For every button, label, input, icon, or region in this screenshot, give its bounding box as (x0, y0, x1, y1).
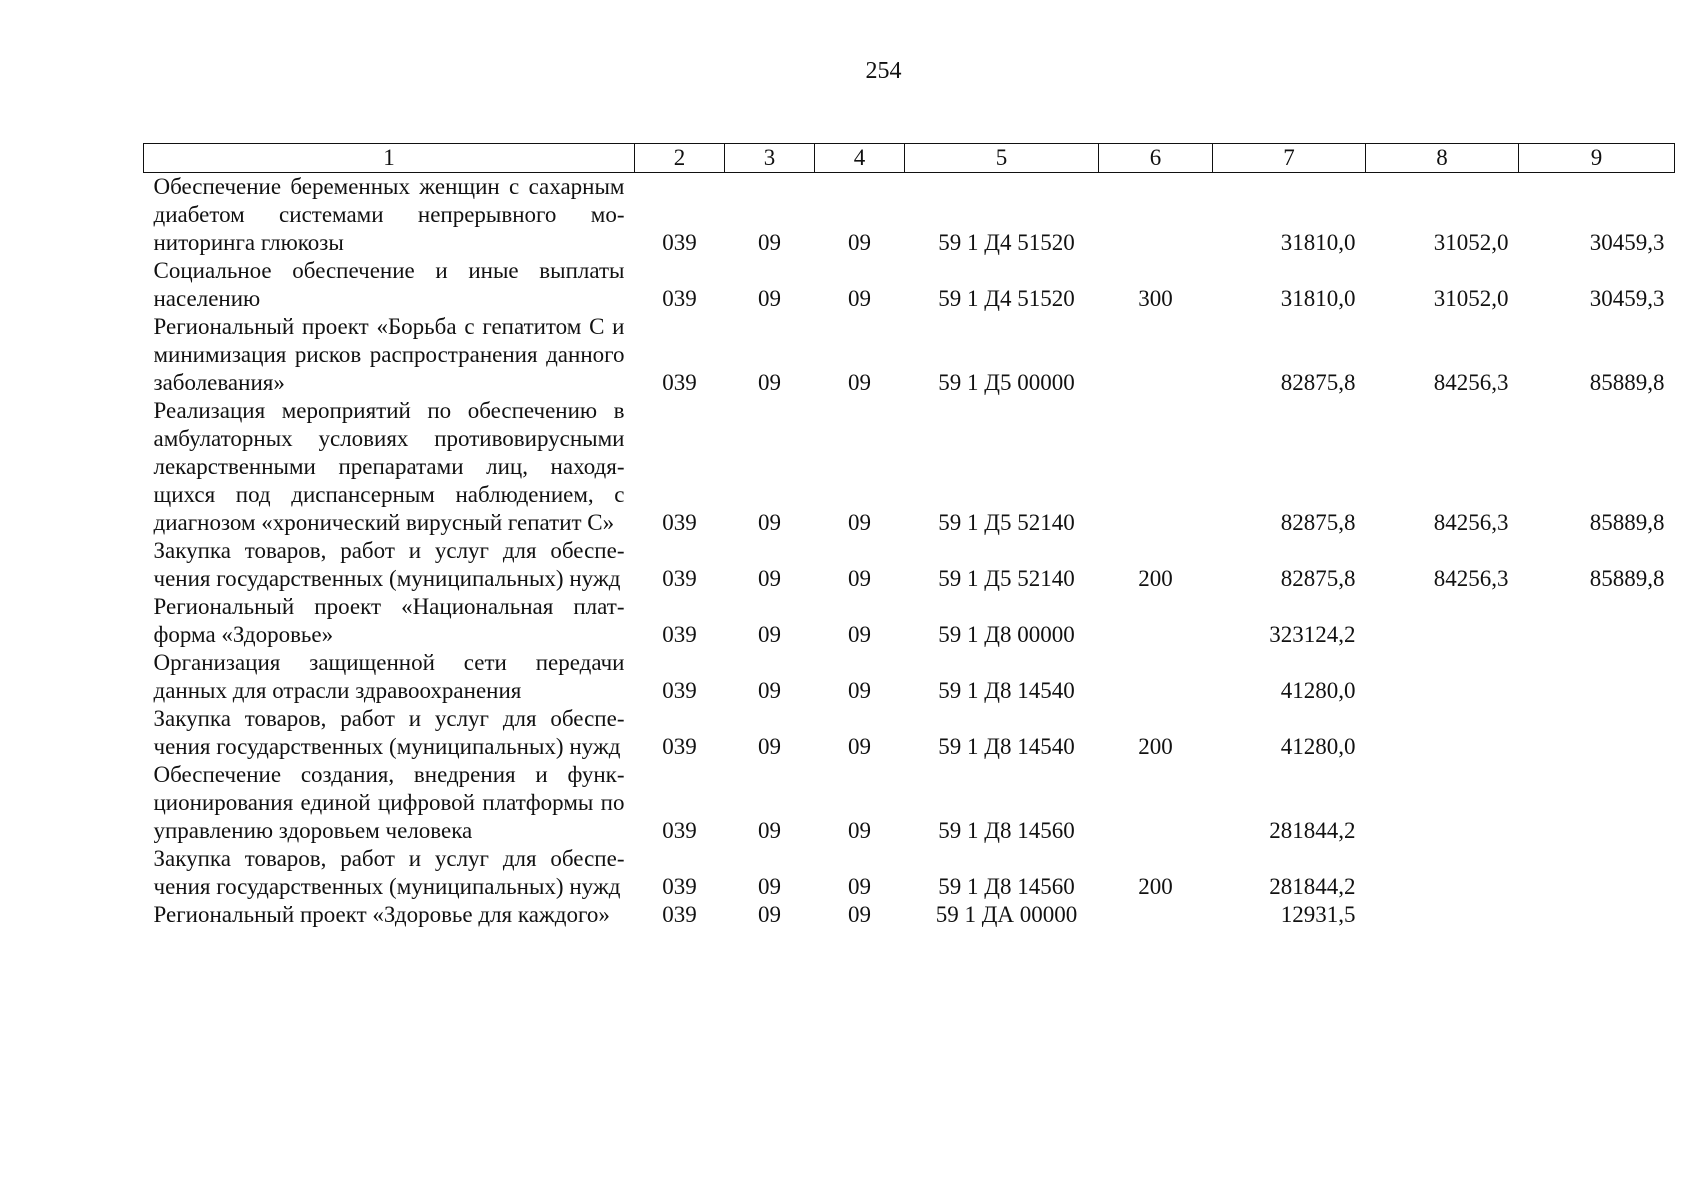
budget-table-container (143, 143, 1674, 929)
row-description: Закупка товаров, работ и услуг для обеспечения государственных (муниципальных) нужд (153, 846, 625, 899)
target-article-code: 59 1 Д8 14560 (938, 818, 1075, 843)
column-header-4: 4 (815, 144, 905, 173)
subsection-code: 09 (848, 874, 871, 899)
section-code: 09 (758, 902, 781, 927)
amount-col-8: 84256,3 (1433, 566, 1509, 591)
section-code: 09 (758, 622, 781, 647)
table-row (144, 593, 1675, 649)
ministry-code: 039 (662, 734, 697, 759)
amount-col-8 (1366, 593, 1519, 649)
subsection-code: 09 (848, 510, 871, 535)
amount-col-9 (1519, 845, 1675, 901)
target-article-code: 59 1 Д8 00000 (938, 622, 1075, 647)
amount-col-8: 31052,0 (1433, 230, 1509, 255)
amount-col-9 (1519, 901, 1675, 929)
row-description: Региональный проект «Борьба с гепатитом С и минимизация рисков распространения данного заболевания» (153, 314, 625, 395)
row-description: Региональный проект «Здоровье для каждого» (153, 902, 610, 927)
row-description: Социальное обеспечение и иные выплаты населению (153, 258, 625, 311)
amount-col-9: 85889,8 (1589, 510, 1665, 535)
table-body (144, 173, 1675, 930)
subsection-code: 09 (848, 902, 871, 927)
ministry-code: 039 (662, 566, 697, 591)
table-row (144, 397, 1675, 537)
amount-col-7: 12931,5 (1280, 902, 1356, 927)
expense-type-code (1099, 901, 1213, 929)
column-header-5: 5 (905, 144, 1099, 173)
table-row (144, 537, 1675, 593)
amount-col-7: 82875,8 (1280, 566, 1356, 591)
subsection-code: 09 (848, 622, 871, 647)
section-code: 09 (758, 678, 781, 703)
page-number: 254 (865, 58, 902, 84)
table-row (144, 761, 1675, 845)
amount-col-8 (1366, 705, 1519, 761)
amount-col-7: 31810,0 (1280, 286, 1356, 311)
amount-col-8 (1366, 649, 1519, 705)
amount-col-8 (1366, 845, 1519, 901)
subsection-code: 09 (848, 370, 871, 395)
budget-table (143, 143, 1675, 929)
amount-col-8 (1366, 901, 1519, 929)
amount-col-9: 85889,8 (1589, 370, 1665, 395)
subsection-code: 09 (848, 286, 871, 311)
ministry-code: 039 (662, 230, 697, 255)
table-row (144, 257, 1675, 313)
row-description: Реализация мероприятий по обеспечению в амбулаторных условиях противовирусными лекарственными препаратами лиц, находящихся под диспансерным наблюдением, с диагнозом «хронический вирусный гепатит С» (153, 398, 625, 535)
expense-type-code: 200 (1138, 734, 1173, 759)
section-code: 09 (758, 874, 781, 899)
section-code: 09 (758, 566, 781, 591)
section-code: 09 (758, 286, 781, 311)
row-description: Обеспечение беременных женщин с сахарным диабетом системами непрерывного мониторинга глюкозы (153, 174, 625, 255)
amount-col-8: 31052,0 (1433, 286, 1509, 311)
table-row (144, 901, 1675, 929)
section-code: 09 (758, 510, 781, 535)
amount-col-9 (1519, 705, 1675, 761)
expense-type-code (1099, 649, 1213, 705)
expense-type-code (1099, 397, 1213, 537)
expense-type-code (1099, 761, 1213, 845)
amount-col-8 (1366, 761, 1519, 845)
amount-col-9 (1519, 649, 1675, 705)
column-header-6: 6 (1099, 144, 1213, 173)
target-article-code: 59 1 Д8 14540 (938, 678, 1075, 703)
table-row (144, 649, 1675, 705)
ministry-code: 039 (662, 902, 697, 927)
ministry-code: 039 (662, 818, 697, 843)
amount-col-9: 30459,3 (1589, 230, 1665, 255)
row-description: Закупка товаров, работ и услуг для обеспечения государственных (муниципальных) нужд (153, 706, 625, 759)
expense-type-code (1099, 593, 1213, 649)
column-header-2: 2 (635, 144, 725, 173)
ministry-code: 039 (662, 622, 697, 647)
amount-col-7: 281844,2 (1269, 874, 1356, 899)
subsection-code: 09 (848, 734, 871, 759)
section-code: 09 (758, 734, 781, 759)
target-article-code: 59 1 Д5 52140 (938, 510, 1075, 535)
row-description: Региональный проект «Национальная платформа «Здоровье» (153, 594, 625, 647)
header-row (144, 144, 1675, 173)
ministry-code: 039 (662, 370, 697, 395)
expense-type-code (1099, 173, 1213, 258)
table-row (144, 173, 1675, 258)
column-header-1: 1 (144, 144, 635, 173)
amount-col-8: 84256,3 (1433, 370, 1509, 395)
amount-col-9 (1519, 593, 1675, 649)
row-description: Обеспечение создания, внедрения и функционирования единой цифровой платформы по управлению здоровьем человека (153, 762, 625, 843)
section-code: 09 (758, 370, 781, 395)
amount-col-7: 281844,2 (1269, 818, 1356, 843)
target-article-code: 59 1 Д8 14540 (938, 734, 1075, 759)
amount-col-7: 31810,0 (1280, 230, 1356, 255)
target-article-code: 59 1 Д5 52140 (938, 566, 1075, 591)
row-description: Организация защищенной сети передачи данных для отрасли здравоохранения (153, 650, 625, 703)
target-article-code: 59 1 Д5 00000 (938, 370, 1075, 395)
section-code: 09 (758, 230, 781, 255)
expense-type-code: 200 (1138, 874, 1173, 899)
ministry-code: 039 (662, 286, 697, 311)
column-header-3: 3 (725, 144, 815, 173)
section-code: 09 (758, 818, 781, 843)
subsection-code: 09 (848, 566, 871, 591)
amount-col-7: 41280,0 (1280, 734, 1356, 759)
subsection-code: 09 (848, 818, 871, 843)
target-article-code: 59 1 Д4 51520 (938, 286, 1075, 311)
column-header-8: 8 (1366, 144, 1519, 173)
amount-col-7: 82875,8 (1280, 510, 1356, 535)
amount-col-9 (1519, 761, 1675, 845)
table-row (144, 313, 1675, 397)
ministry-code: 039 (662, 874, 697, 899)
column-header-9: 9 (1519, 144, 1675, 173)
table-row (144, 845, 1675, 901)
expense-type-code (1099, 313, 1213, 397)
row-description: Закупка товаров, работ и услуг для обеспечения государственных (муниципальных) нужд (153, 538, 625, 591)
target-article-code: 59 1 ДА 00000 (935, 902, 1078, 927)
table-row (144, 705, 1675, 761)
subsection-code: 09 (848, 678, 871, 703)
target-article-code: 59 1 Д4 51520 (938, 230, 1075, 255)
subsection-code: 09 (848, 230, 871, 255)
table-header (144, 144, 1675, 173)
expense-type-code: 200 (1138, 566, 1173, 591)
amount-col-8: 84256,3 (1433, 510, 1509, 535)
column-header-7: 7 (1213, 144, 1366, 173)
amount-col-9: 30459,3 (1589, 286, 1665, 311)
amount-col-7: 323124,2 (1269, 622, 1356, 647)
ministry-code: 039 (662, 510, 697, 535)
amount-col-7: 41280,0 (1280, 678, 1356, 703)
target-article-code: 59 1 Д8 14560 (938, 874, 1075, 899)
amount-col-9: 85889,8 (1589, 566, 1665, 591)
amount-col-7: 82875,8 (1280, 370, 1356, 395)
ministry-code: 039 (662, 678, 697, 703)
expense-type-code: 300 (1138, 286, 1173, 311)
